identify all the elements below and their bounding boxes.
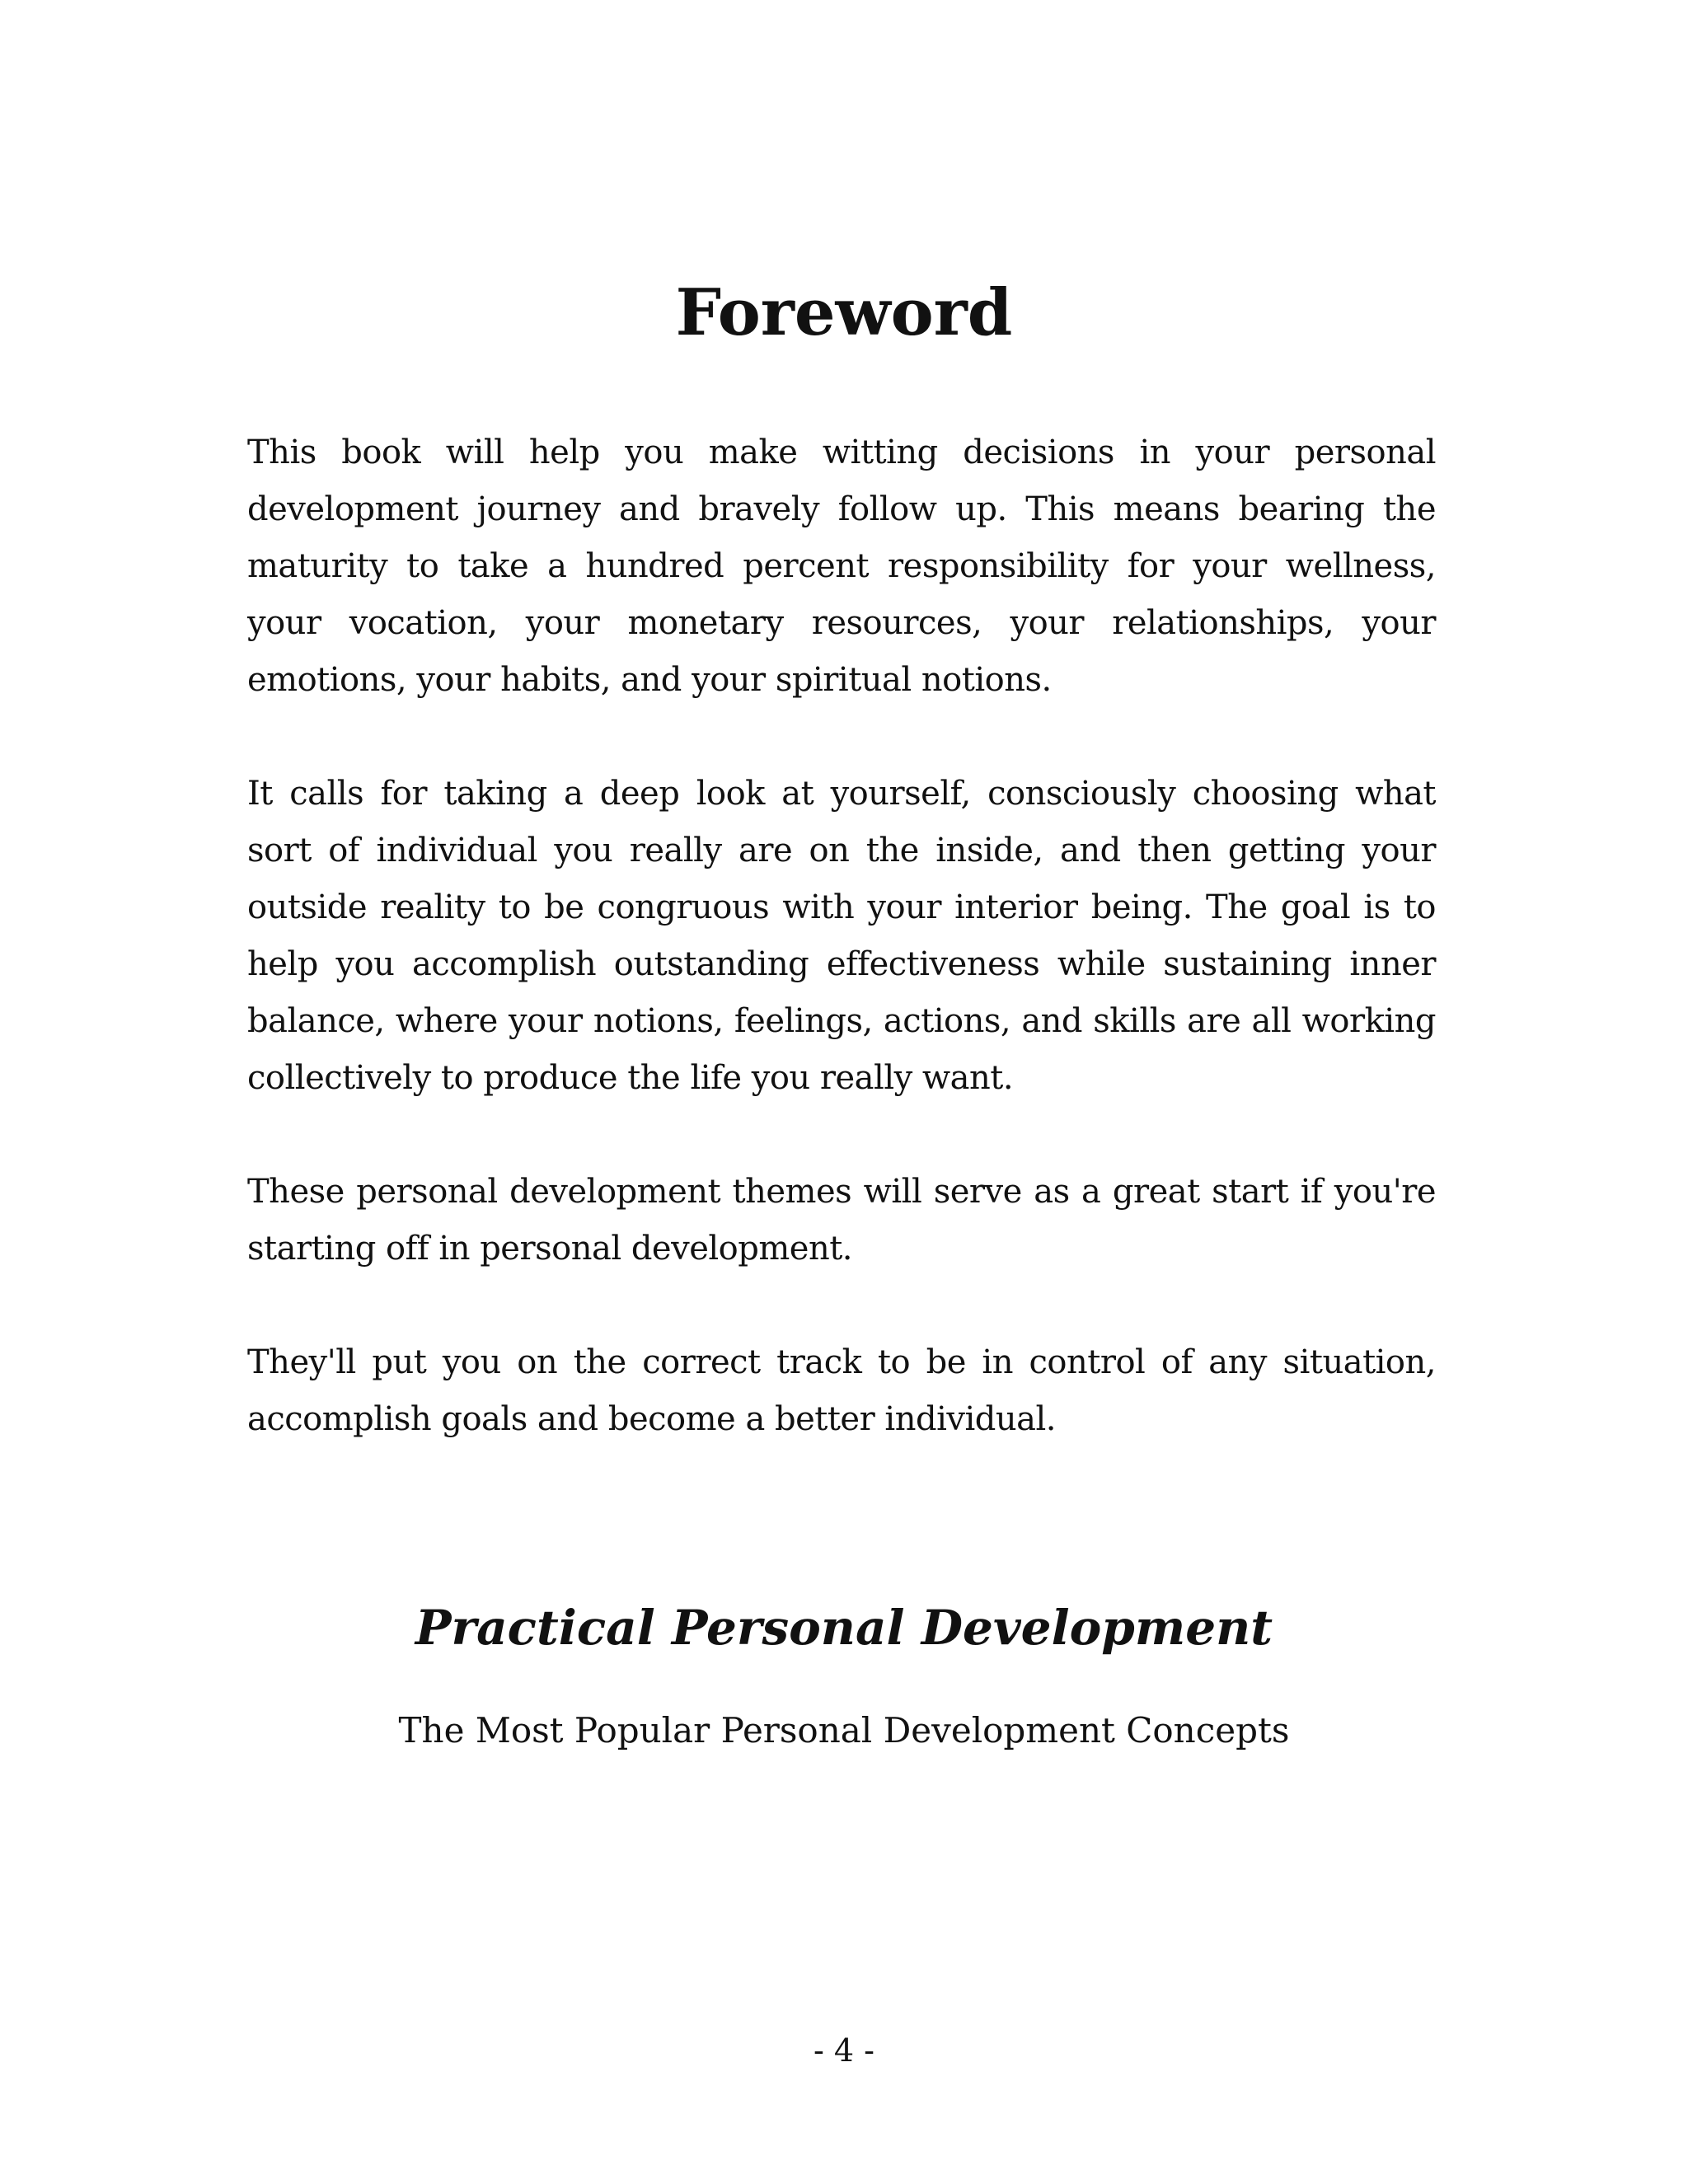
- paragraph-3: These personal development themes will serve as a great start if you're starting off in personal development.: [247, 1173, 1436, 1268]
- page-title: Foreword: [675, 275, 1013, 350]
- foreword-body: [247, 424, 1436, 1505]
- paragraph-2: It calls for taking a deep look at yourself, consciously choosing what sort of individual you really are on the inside, and then getting your outside reality to be congruous with your interior being. The goal is to help you accomplish outstanding effectiveness while sustaining inner balance, where your notions, feelings, actions, and skills are all working collectively to produce the life you really want.: [247, 775, 1436, 1097]
- page-number: - 4 -: [813, 2032, 874, 2069]
- paragraph-1: This book will help you make witting decisions in your personal development journey and bravely follow up. This means bearing the maturity to take a hundred percent responsibility for your wellness, your vocation, your monetary resources, your relationships, your emotions, your habits, and your spiritual notions.: [247, 434, 1436, 699]
- paragraph-4: They'll put you on the correct track to be in control of any situation, accomplish goals and become a better individual.: [247, 1343, 1436, 1438]
- book-subtitle: The Most Popular Personal Development Concepts: [398, 1710, 1290, 1750]
- book-title: Practical Personal Development: [415, 1600, 1273, 1656]
